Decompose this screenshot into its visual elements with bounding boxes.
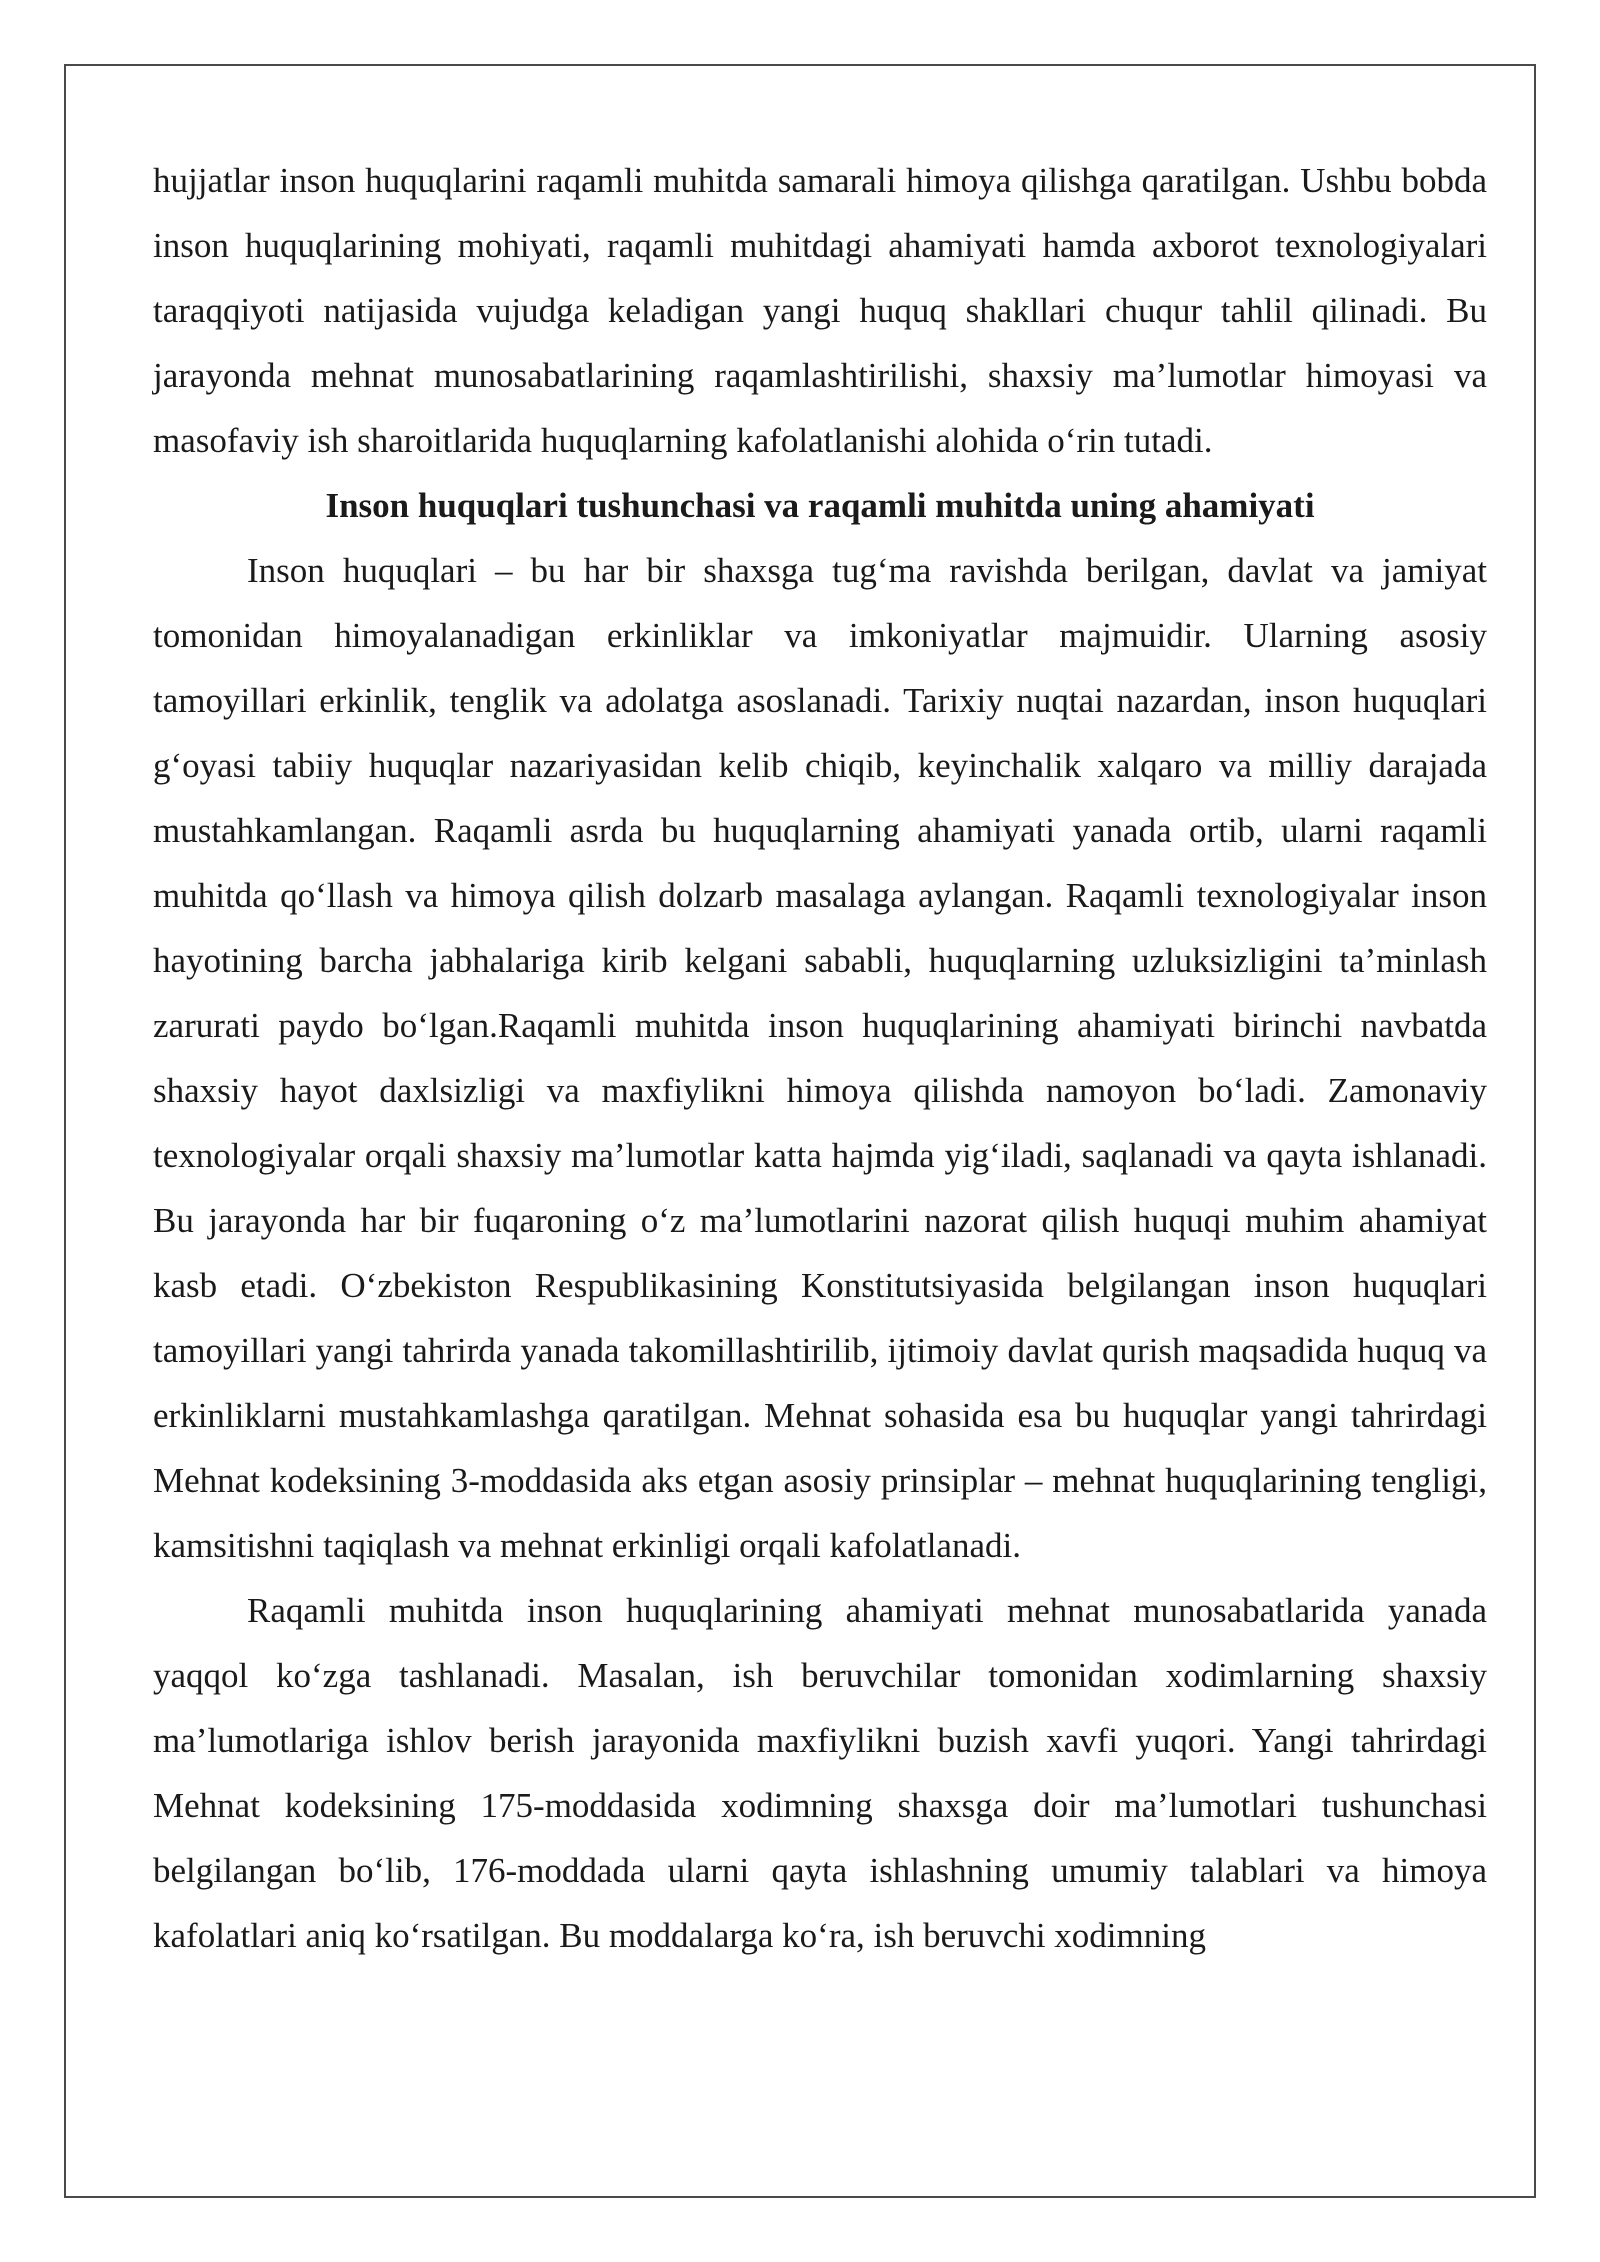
paragraph-2: Raqamli muhitda inson huquqlarining ahamiyati mehnat munosabatlarida yanada yaqqol ko‘zga tashlanadi. Masalan, ish beruvchilar tomonidan xodimlarning shaxsiy ma’lumotlariga ishlov berish jarayonida maxfiylikni buzish xavfi yuqori. Yangi tahrirdagi Mehnat kodeksining 175-moddasida xodimning shaxsga doir ma’lumotlari tushunchasi belgilangan bo‘lib, 176-moddada ularni qayta ishlashning umumiy talablari va himoya kafolatlari aniq ko‘rsatilgan. Bu moddalarga ko‘ra, ish beruvchi xodimning: [153, 1591, 1487, 1955]
paragraph-intro: hujjatlar inson huquqlarini raqamli muhitda samarali himoya qilishga qaratilgan. Ushbu bobda inson huquqlarining mohiyati, raqamli muhitdagi ahamiyati hamda axborot texnologiyalari taraqqiyoti natijasida vujudga keladigan yangi huquq shakllari chuqur tahlil qilinadi. Bu jarayonda mehnat munosabatlarining raqamlashtirilishi, shaxsiy ma’lumotlar himoyasi va masofaviy ish sharoitlarida huquqlarning kafolatlanishi alohida o‘rin tutadi.: [153, 161, 1487, 460]
section-heading: Inson huquqlari tushunchasi va raqamli muhitda uning ahamiyati: [325, 486, 1315, 525]
document-body: [153, 148, 1487, 1968]
paragraph-1: Inson huquqlari – bu har bir shaxsga tug‘ma ravishda berilgan, davlat va jamiyat tomonidan himoyalanadigan erkinliklar va imkoniyatlar majmuidir. Ularning asosiy tamoyillari erkinlik, tenglik va adolatga asoslanadi. Tarixiy nuqtai nazardan, inson huquqlari g‘oyasi tabiiy huquqlar nazariyasidan kelib chiqib, keyinchalik xalqaro va milliy darajada mustahkamlangan. Raqamli asrda bu huquqlarning ahamiyati yanada ortib, ularni raqamli muhitda qo‘llash va himoya qilish dolzarb masalaga aylangan. Raqamli texnologiyalar inson hayotining barcha jabhalariga kirib kelgani sababli, huquqlarning uzluksizligini ta’minlash zarurati paydo bo‘lgan.Raqamli muhitda inson huquqlarining ahamiyati birinchi navbatda shaxsiy hayot daxlsizligi va maxfiylikni himoya qilishda namoyon bo‘ladi. Zamonaviy texnologiyalar orqali shaxsiy ma’lumotlar katta hajmda yig‘iladi, saqlanadi va qayta ishlanadi. Bu jarayonda har bir fuqaroning o‘z ma’lumotlarini nazorat qilish huquqi muhim ahamiyat kasb etadi. O‘zbekiston Respublikasining Konstitutsiyasida belgilangan inson huquqlari tamoyillari yangi tahrirda yanada takomillashtirilib, ijtimoiy davlat qurish maqsadida huquq va erkinliklarni mustahkamlashga qaratilgan. Mehnat sohasida esa bu huquqlar yangi tahrirdagi Mehnat kodeksining 3-moddasida aks etgan asosiy prinsiplar – mehnat huquqlarining tengligi, kamsitishni taqiqlash va mehnat erkinligi orqali kafolatlanadi.: [153, 551, 1487, 1565]
